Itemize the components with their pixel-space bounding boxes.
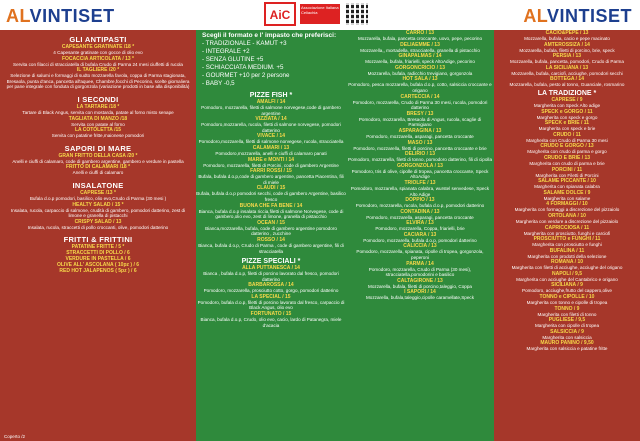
pizza-fish-item <box>196 220 346 237</box>
menu-item-name: CAPRESE / 9 <box>551 96 583 103</box>
menu-item-description: Tartare di Black Angus, servita con mostarda, patate al forno misto senape <box>22 109 174 115</box>
menu-item-description: Pomodoro, mozzarella, bufala d.o.p, pomodori datterino <box>363 237 477 243</box>
column-tradizione <box>494 30 640 441</box>
pizza-fish-item <box>196 133 346 145</box>
menu-header <box>0 0 640 30</box>
menu-item-description: Pomodoro, mozzarella, filetti di salmone norvegese,code di gambero argentine <box>201 105 341 116</box>
menu-item-name: ASPARAGINA / 13 <box>398 127 442 134</box>
tradizione-list <box>494 97 640 352</box>
pizza-item <box>346 197 494 209</box>
menu-item-description: Margherita con salame <box>543 195 591 201</box>
menu-item-description: Pomodoro, mozzarella, filetti di porcino, pancetta croccante e brie <box>353 145 487 151</box>
pizza-item <box>346 289 494 301</box>
menu-item-name: TONNO e CIPOLLE / 10 <box>539 294 595 301</box>
section-title-pizze-fish: PIZZE FISH * <box>249 92 293 99</box>
menu-item-name: SICILIANA / 9 <box>551 282 583 289</box>
menu-item-description: Pomodoro, mozzarella, rucola, bufala d.o.p, pomodori datterino <box>355 203 485 209</box>
menu-item-description: Pomodoro, mozzarella, prosciutto cotto, gorgo, pomodori datterino <box>203 288 339 294</box>
menu-item-name: CALICCIA / 13 <box>403 243 437 250</box>
menu-item-name: HOT SALA / 13 <box>402 76 438 83</box>
menu-item-name: BOTTEGA / 14 <box>550 76 584 83</box>
brand-logo-right: ALVINTISET <box>523 6 632 26</box>
menu-item-name: GINAPALMAS / 14 <box>398 53 442 60</box>
menu-item-description: Margherita con prosciutto e funghi <box>532 242 602 248</box>
menu-item-name: ROSSO / 14 <box>257 236 285 243</box>
section-title-antipasti: GLI ANTIPASTI <box>69 35 127 44</box>
pizza-speciale-item <box>196 294 346 311</box>
menu-item-description: Bianca, bufala d.o.p, Crudo, olio evo, cacio, lardo di Patanegra, miele d'acacia <box>200 317 342 328</box>
insalatona-item <box>0 190 196 202</box>
menu-item-name: RED HOT JALAPENOS ( 5pz ) / 6 <box>59 268 137 275</box>
menu-item-name: GRAN FRITTO DELLA CASA /20 * <box>58 152 138 159</box>
dough-option: - TRADIZIONALE - KAMUT +3 <box>202 40 287 47</box>
menu-item-name: CONTADINA / 13 <box>400 208 440 215</box>
pizza-tradizione-item <box>494 213 640 225</box>
menu-item-name: CRUDO / 11 <box>553 131 581 138</box>
secondo-item <box>0 127 196 139</box>
menu-item-name: CALAMARI / 13 <box>252 144 290 151</box>
pizza-speciale-item <box>196 282 346 294</box>
menu-item-name: 4 FORMAGGI / 10 <box>546 201 588 208</box>
menu-item-name: BARBAROSSA / 14 <box>248 282 294 289</box>
aic-logo: AiC <box>264 2 296 26</box>
menu-item-description: Margherita con speck e gorgo <box>536 114 598 120</box>
menu-item-name: PATATINE FRITTE / 5 * <box>71 244 125 251</box>
menu-item-name: FOCACCIA ARTICOLATA / 13 * <box>61 55 135 62</box>
menu-item-name: FRITTO DI CALAMARI /18 * <box>65 164 131 171</box>
secondo-item <box>0 104 196 116</box>
menu-item-name: SPECK e BRIE / 11 <box>544 120 590 127</box>
dough-options-list <box>196 40 346 88</box>
menu-item-description: Servita con patate al forno <box>71 121 125 127</box>
menu-item-description: Bianca, bufala d.o.p, Crudo di Parma , code di gambero argentine, fili di stracciatella <box>198 242 344 254</box>
menu-item-description: Mozzarella, bufala, pesto al tonno, Guanciale, rosmarino <box>509 82 625 88</box>
pizza-item <box>346 128 494 140</box>
section-title-fritti: FRITTI & FRITTINI <box>63 235 133 245</box>
menu-item-description: Pomodoro, mozzarella, Crudo di Parma 30 mesi, rucola, pomodori datterino <box>352 99 488 111</box>
pizza-fish-item <box>196 116 346 133</box>
menu-item-name: SPECK e GORGO / 11 <box>541 108 593 115</box>
menu-item-name: CAPRESE /13 * <box>80 189 116 196</box>
menu-item-description: Pomodoro, tris di olive, cipolle di tropea, pancetta croccante, Speck AltoAdige <box>351 168 489 180</box>
menu-item-description: Anelli e ciuffi di calamaro <box>72 170 124 176</box>
fritto-item <box>0 268 196 274</box>
menu-item-description: Margherita con salsiccia <box>542 334 592 340</box>
menu-item-description: Mozzarella, bufala,taleggio,cipolle caramellate,Speck <box>365 295 474 301</box>
menu-item-description: Mozzarella, bufala, pancetta croccante, uovo, pepe, pecorino <box>357 36 483 41</box>
menu-item-name: GORGONZOLA / 13 <box>397 162 443 169</box>
pizza-item <box>346 53 494 65</box>
menu-item-name: CACIO&PEPE / 13 <box>545 30 589 36</box>
mare-item <box>0 153 196 165</box>
menu-item-name: PROSCIUTTO e FUNGHI / 11 <box>533 236 601 243</box>
menu-item-name: CACIARA / 13 <box>403 231 437 238</box>
menu-item-description: Margherita con speck e brie <box>538 126 596 132</box>
section-title-tradizione: LA TRADIZIONE * <box>537 89 597 97</box>
pizza-tradizione-item <box>494 248 640 260</box>
pizza-item <box>346 42 494 54</box>
menu-item-description: Mozzarella, bufala, friarielli, speck AltoAdige, pecorino <box>365 59 475 65</box>
dough-option: - SENZA GLUTINE +5 <box>202 56 264 63</box>
menu-item-description: Pomodoro, mozzarella, asparagi, pancetta croccante <box>366 214 474 220</box>
menu-item-description: Pomodoro,mozzarella, rucola, filetti di salmone norvegese, pomodori datterino <box>201 122 341 133</box>
pizza-item <box>494 76 640 88</box>
pizza-item <box>346 278 494 290</box>
menu-item-description: Insalata, rucola, straccetti di pollo croccanti, olive, pomodori datterino <box>27 224 169 230</box>
dough-option: - BABY -0,5 <box>202 80 235 87</box>
pizza-fish-item <box>196 185 346 202</box>
menu-item-name: VIZZIATA / 14 <box>255 116 287 123</box>
pizza-item <box>346 209 494 221</box>
menu-item-description: Pomodoro, mozzarella, filetti di Porcini, code di gambero Argentine <box>203 162 339 168</box>
pizza-tradizione-item <box>494 109 640 121</box>
menu-item-name: CRUDO E GORGO / 13 <box>540 143 594 150</box>
insalatona-item <box>0 202 196 219</box>
menu-item-description: Pomodoro, mozzarella, spianata calabra, wurstel senvedese, Speck Alto Adige <box>350 185 490 197</box>
section-title-secondi: I SECONDI <box>77 94 119 104</box>
dough-option: - INTEGRALE +2 <box>202 48 250 55</box>
menu-item-description: Mozzarella,, mortadella, stracciatella, granella di pistacchio <box>360 47 480 53</box>
pizza-tradizione-item <box>494 340 640 352</box>
menu-item-description: Anelli e ciuffi di calamaro, code di gambero argentine, gambero e verdure in pastella <box>12 158 184 164</box>
pizza-item <box>346 76 494 93</box>
insalatone-list <box>0 190 196 230</box>
menu-item-name: DELIAEMME / 13 <box>400 41 440 48</box>
section-title-mare: SAPORI DI MARE <box>64 143 132 153</box>
menu-item-description: Pomodoro, pesca mozzarella, bufala d.o.p, cotto, salsiccia croccante e origano <box>348 82 492 93</box>
menu-item-description: Pomodoro, mozzarella, filetti di tonno, pomodoro datterino, fili di cipolla <box>348 157 493 163</box>
pizza-tradizione-item <box>494 294 640 306</box>
brand-logo-left: ALVINTISET <box>6 6 115 26</box>
menu-item-name: PARMA / 14 <box>406 260 434 267</box>
pizza-item <box>346 30 494 42</box>
menu-item-description: Pomodoro, mozzarella, Crudo di Parma (30 mesi), stracciatella,pomodorini e basilico <box>368 266 472 278</box>
menu-item-name: GORGONCRICIO / 13 <box>394 64 445 71</box>
pizza-tradizione-item <box>494 271 640 283</box>
menu-item-name: LA COTOLETTA /15 <box>74 127 122 134</box>
pizza-item <box>346 151 494 163</box>
section-title-insalatone: INSALATONE <box>72 180 124 190</box>
menu-item-name: CLAUDI / 15 <box>256 185 286 192</box>
menu-item-description: Bianca,mozzarella, bufala, code di gambero argentine pomodoro datterino , zucchine <box>205 225 337 237</box>
pizza-tradizione-item <box>494 178 640 190</box>
menu-item-name: LA SICILIANA / 13 <box>545 64 589 71</box>
menu-item-name: OCEAN / 15 <box>257 219 285 226</box>
qr-code-icon[interactable] <box>346 3 368 25</box>
pizza-item <box>494 30 640 42</box>
menu-item-description: Mozzarella, bufala, filetti di porcino,taleggio, Coppa <box>368 283 472 289</box>
menu-item-description: Margherita con salsiccia e patatine fritte <box>526 346 608 352</box>
menu-item-name: BRESY / 13 <box>406 110 434 117</box>
menu-item-description: Bufala, bufala d.o.p pomodori secchi, code di gambero Argentine, basilico fresco <box>196 191 346 202</box>
dough-option: - SCHIACCIATA MEDIUM. +5 <box>202 64 284 71</box>
menu-item-description: Margherita con Speck Alto adige <box>533 102 601 108</box>
column-antipasti-secondi <box>0 30 196 441</box>
pizza-tradizione-item <box>494 143 640 155</box>
dough-choice-title: Scegli il formato e l' impasto che preferisci: <box>202 32 337 39</box>
pizza-item <box>346 163 494 180</box>
menu-item-name: CARRO / 13 <box>405 30 435 36</box>
menu-item-description: Margherita con cipolle di tropea <box>534 323 600 329</box>
menu-item-name: BUONA CHE FA BENE / 14 <box>239 202 303 209</box>
pizza-item <box>346 243 494 260</box>
pizza-fish-item <box>196 145 346 157</box>
pizza-fish-item <box>196 157 346 169</box>
antipasto-item <box>0 56 196 68</box>
menu-item-description: Pomodoro, mozzarella, Coppa, friarielli, brie <box>375 226 465 232</box>
pizza-item <box>494 65 640 77</box>
menu-item-name: SALAME PICCANTE / 10 <box>538 178 596 185</box>
menu-item-name: CRUDO E BRIE / 13 <box>543 154 591 161</box>
column-pizze-fish-speciali <box>196 30 346 441</box>
mare-list <box>0 153 196 176</box>
antipasti-list <box>0 44 196 90</box>
menu-item-name: CAPESANTE GRATINATE /18 * <box>61 44 135 50</box>
menu-item-description: Pomodoro, acciughe,frutto del cappero,olive <box>522 288 612 294</box>
pizza-tradizione-item <box>494 259 640 271</box>
pizza-item <box>346 111 494 128</box>
menu-item-description: Mozzarella, bufala, radicchio trevigiano, gorgonzola <box>367 70 473 76</box>
menu-item-name: ELVIRA / 13 <box>406 220 434 227</box>
pizza-tradizione-item <box>494 190 640 202</box>
antipasto-item <box>0 44 196 56</box>
menu-item-description: Mozzarella, bufala, cacio e pepe macinato <box>524 36 610 41</box>
pizza-item <box>346 65 494 77</box>
menu-item-name: NAPOLI / 9,5 <box>551 270 582 277</box>
menu-item-description: Bufala d.o.p pomodori, basilico, olio evo,Crudo di Parma (30 mesi ) <box>29 195 167 201</box>
menu-item-description: Bufala, bufala d.o.p,code di gambero argentine, pancetta Piacentina, fili di miele <box>198 174 344 185</box>
pizza-tradizione-item <box>494 329 640 341</box>
menu-item-description: Margherita con formaggi a discrezione del pizzaiolo <box>514 207 620 213</box>
menu-item-description: Margherita con verdure a discrezione del pizzaiolo <box>515 218 619 224</box>
menu-item-description: Mozzarella, bufala, pancetta, pomodori, Crudo di Parma <box>510 59 624 65</box>
menu-item-name: OLIVE ALL' ASCOLANA ( 10pz ) / 6 <box>56 262 140 269</box>
menu-item-description: Mozzarella, bufala, filetti di porcino, brie, speck <box>519 47 615 53</box>
pizza-speciale-item <box>196 265 346 282</box>
menu-item-name: LA SPECIAL / 15 <box>251 293 291 300</box>
pizza-item <box>346 232 494 244</box>
menu-item-name: SALSICCIA / 9 <box>550 328 584 335</box>
pizza-speciale-item <box>196 311 346 328</box>
pizza-tradizione-item <box>494 120 640 132</box>
menu-item-description: Servita con patatine fritte,maionese pomodori <box>51 133 145 139</box>
menu-item-name: VERDURE IN PASTELLA / 6 <box>65 256 131 263</box>
pizza-tradizione-item <box>494 155 640 167</box>
pizza-item <box>346 94 494 111</box>
menu-item-description: Servita con filacci di stracciatella di bufala Crudo di Parma 24 mesi ciuffetti di rucola <box>13 61 183 67</box>
menu-item-description: Margherita con Crudo di Parma 30 mesi <box>526 137 608 143</box>
menu-item-description: Selezione di salumi e formaggi di sudto mozzarella favola, coppa di Parma stagionata, Bresaola, punta d'anca, pancetta all'aquee, Chambre,focchi di Pecorino, scelte giornaliera per pane integrale con fonduta di gorgonzola (variazione prodotti in base alla disponibilità) <box>6 73 190 90</box>
antipasto-item <box>0 67 196 90</box>
aic-caption: Associazione Italiana Celiachia <box>300 4 340 24</box>
menu-item-name: ROMANA / 10 <box>550 259 584 266</box>
menu-item-name: FARRI ROSSI / 15 <box>250 168 292 175</box>
pizza-item <box>346 220 494 232</box>
menu-item-description: Margherita con filetti di acciughe, acciughe del origano <box>511 265 623 271</box>
menu-item-description: Pomodoro, bufala d.o.p, filetti di porcino lavorato dal fresco, carpaccio di Black Angus, olio evo <box>197 299 345 311</box>
pizza-fish-item <box>196 168 346 185</box>
menu-item-name: PERSIA / 13 <box>552 53 582 60</box>
pizza-item <box>346 261 494 278</box>
pizza-tradizione-item <box>494 167 640 179</box>
pizza-tradizione-item <box>494 282 640 294</box>
menu-item-description: Bianca, bufala d.o.p insalata riccia,filetti di salmone Norvegese, code di gambero,olio evo, zest di limone, granella di pistacchio <box>198 208 344 220</box>
menu-item-name: MASO / 13 <box>407 139 433 146</box>
menu-item-description: Pomodoro,mozzarella, anelli e ciuffi di calamaro panati <box>215 150 327 156</box>
menu-item-name: CALTAGIRONE / 13 <box>397 277 443 284</box>
menu-item-name: ALLA PUTTANESCA / 14 <box>242 265 300 272</box>
menu-item-name: I SAPORI / 14 <box>404 289 436 296</box>
menu-item-name: IL TAGLIERE /20 * <box>76 67 120 74</box>
menu-item-name: LA TARTARE /18 * <box>76 103 120 110</box>
menu-item-name: ORTOLANA / 10 <box>548 212 586 219</box>
pizza-tradizione-item <box>494 236 640 248</box>
menu-item-name: HEALTY SALAD / 15 * <box>72 201 124 208</box>
pizza-fish-item <box>196 203 346 220</box>
insalatona-item <box>0 219 196 231</box>
pizze-fish-list <box>196 99 346 254</box>
coperto-note: Coperto /2 <box>4 434 26 439</box>
menu-item-name: TRIOLFE / 13 <box>404 179 436 186</box>
menu-item-description: Pomodoro, mozzarella, Bresaola di Angus, rucola, scaglie di Parmigiano <box>358 116 482 128</box>
menu-item-description: Pomodoro,mozzarella, filetti di salmone norvegese, rucola, stracciatella <box>198 139 344 145</box>
menu-item-name: BUFALINA / 11 <box>549 247 585 254</box>
secondi-list <box>0 104 196 139</box>
menu-item-name: CRISPY SALAD / 13 <box>74 218 122 225</box>
menu-item-description: Margherita con crudo di parma e gorgo <box>527 149 607 155</box>
menu-item-name: PORCINI / 11 <box>551 166 583 173</box>
menu-item-name: CARTECCIA / 14 <box>400 93 440 100</box>
menu-item-name: CAPRICCIOSA / 11 <box>544 224 590 231</box>
pizza-item <box>346 180 494 197</box>
menu-item-description: Bianca , bufala d.o.p, filetti di porcino lavorato dal fresco, pomodori datterino <box>203 271 339 282</box>
menu-item-description: Margherita con prosciutto, funghi e carciofi <box>523 230 611 236</box>
menu-item-name: TAGLIATA DI MANZO /18 <box>68 115 128 122</box>
menu-item-description: Insalata, rucola, carpaccio di salmone, crudità di gambero, pomodori datterino, zest di limone e granella di pistacchi <box>10 207 186 219</box>
menu-item-description: Margherita con filetti di tonno <box>537 311 597 317</box>
pizza-fish-item <box>196 237 346 254</box>
column-pizze-bianche <box>346 30 494 441</box>
menu-item-description: Pomodoro, mozzarella, asparagi, pancetta croccante <box>366 133 474 139</box>
menu-item-description: Mozzarella, bufala, carciofi, acciughe, pomodori secchi <box>511 70 623 76</box>
pizza-tradizione-item <box>494 225 640 237</box>
menu-item-name: DELIRIO / 13 <box>404 151 435 158</box>
menu-item-name: AMALFI / 14 <box>256 99 286 105</box>
menu-item-description: Margherita con Filetti di Porcini <box>535 172 599 178</box>
pizze-top-list <box>494 30 640 88</box>
pizze-list <box>346 30 494 301</box>
pizza-tradizione-item <box>494 201 640 213</box>
menu-item-name: PUGLIESE / 9,5 <box>548 317 586 324</box>
menu-item-description: Margherita con crudo di parma e brie <box>529 160 605 166</box>
pizza-tradizione-item <box>494 317 640 329</box>
menu-item-description: Margherita con spianata calabra <box>534 184 600 190</box>
menu-item-name: MAURO PANINO / 9,50 <box>540 340 594 347</box>
fritti-list <box>0 244 196 274</box>
menu-item-description: Margherita con tonno e cipolle di tropea <box>526 300 608 306</box>
pizza-item <box>346 140 494 152</box>
pizza-tradizione-item <box>494 306 640 318</box>
menu-item-name: AMTEROSSIZA / 14 <box>544 41 590 48</box>
pizza-item <box>494 42 640 54</box>
menu-item-name: VIVACE / 14 <box>257 133 285 140</box>
menu-item-name: SALAME DOLCE / 9 <box>543 189 591 196</box>
menu-item-description: Margherita con prodotti della selezione <box>527 253 607 259</box>
pizza-tradizione-item <box>494 132 640 144</box>
menu-item-name: STRACCETTI DI POLLO / 6 <box>66 250 130 257</box>
menu-item-name: FORTUNATO / 15 <box>250 311 292 318</box>
dough-option: - GOURMET +10 per 2 persone <box>202 72 290 79</box>
menu-item-name: MARE e MONTI / 14 <box>247 156 295 163</box>
menu-item-name: TONNO / 9 <box>554 305 580 312</box>
secondo-item <box>0 116 196 128</box>
menu-item-description: 4 Capesante gratinate con gocce di olio evo <box>53 50 143 55</box>
pizza-fish-item <box>196 99 346 116</box>
pizze-speciali-list <box>196 265 346 328</box>
menu-item-name: DOPPIO / 13 <box>405 197 435 204</box>
pizza-tradizione-item <box>494 97 640 109</box>
section-title-pizze-speciali: PIZZE SPECIALI * <box>241 258 301 266</box>
pizza-item <box>494 53 640 65</box>
menu-item-description: Margherita con acciughe del Cantabrico e origano <box>516 276 618 282</box>
mare-item <box>0 164 196 176</box>
menu-item-description: Pomodoro, mozzarella, spianata, cipolle di tropea, gorgonzola, peperoni <box>356 249 484 261</box>
